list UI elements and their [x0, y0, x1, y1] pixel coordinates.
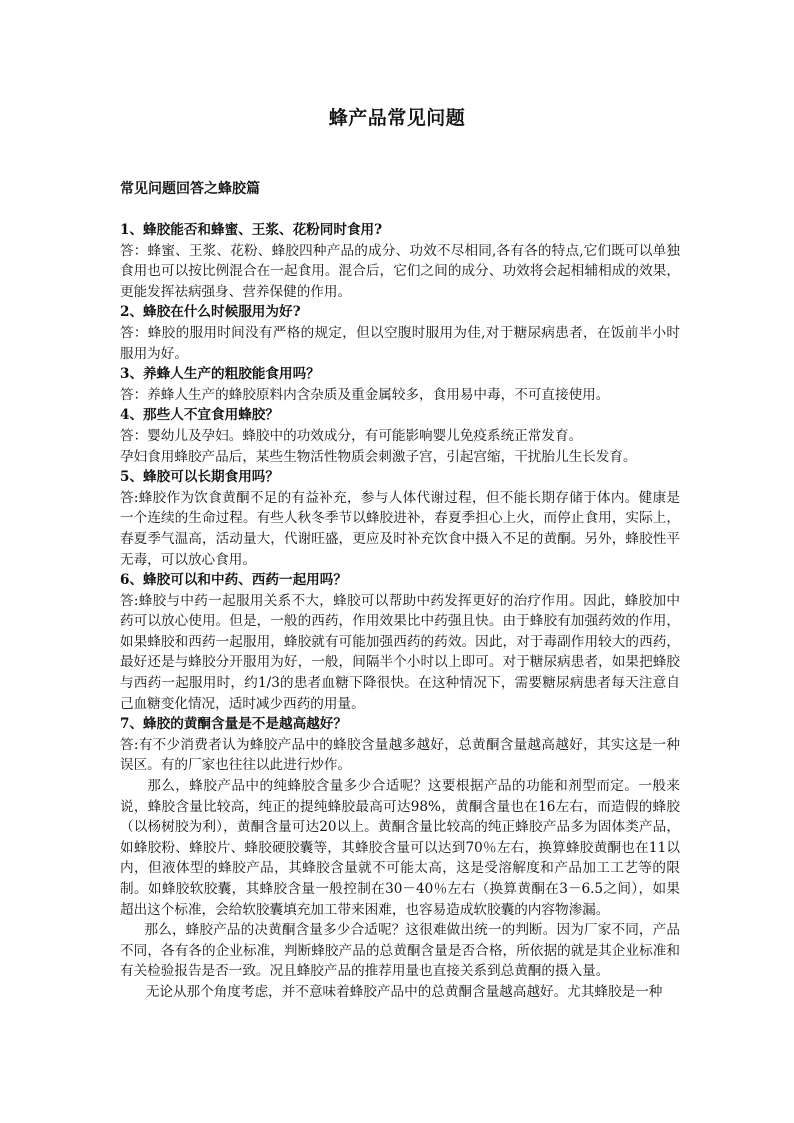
answer-5: 答:蜂胶作为饮食黄酮不足的有益补充，参与人体代谢过程，但不能长期存储于体内。健康是一个连续的生命过程。有些人秋冬季节以蜂胶进补，春夏季担心上火，而停止食用，实际上，春夏季气温高，活动量大，代谢旺盛，更应及时补充饮食中摄入不足的黄酮。另外，蜂胶性平无毒，可以放心食用。 — [120, 489, 680, 568]
page-title: 蜂产品常见问题 — [328, 107, 466, 129]
answer-1: 答：蜂蜜、王浆、花粉、蜂胶四种产品的成分、功效不尽相同,各有各的特点,它们既可以单独食用也可以按比例混合在一起食用。混合后，它们之间的成分、功效将会起相辅相成的效果，更能发挥祛病强身、营养保健的作用。 — [120, 242, 680, 300]
question-1: 1、蜂胶能否和蜂蜜、王浆、花粉同时食用? — [120, 222, 383, 238]
answer-7-paragraph-2: 那么，蜂胶产品中的纯蜂胶含量多少合适呢？这要根据产品的功能和剂型而定。一般来说，蜂胶含量比较高，纯正的提纯蜂胶最高可达98%，黄酮含量也在16左右，而造假的蜂胶（以杨树胶为利），黄酮含量可达20以上。黄酮含量比较高的纯正蜂胶产品多为固体类产品，如蜂胶粉、蜂胶片、蜂胶硬胶囊等，其蜂胶含量可以达到70％左右，换算蜂胶黄酮也在11以内，但液体型的蜂胶产品，其蜂胶含量就不可能太高，这是受溶解度和产品加工工艺等的限制。如蜂胶软胶囊，其蜂胶含量一般控制在30－40％左右（换算黄酮在3－6.5之间），如果超出这个标准，会给软胶囊填充加工带来困难，也容易造成软胶囊的内容物渗漏。 — [120, 778, 680, 918]
question-7: 7、蜂胶的黄酮含量是不是越高越好？ — [120, 716, 347, 733]
document-body — [120, 220, 680, 1003]
answer-4-continued: 孕妇食用蜂胶产品后，某些生物活性物质会刺激子宫，引起宫缩，干扰胎儿生长发育。 — [120, 448, 637, 465]
answer-6: 答:蜂胶与中药一起服用关系不大，蜂胶可以帮助中药发挥更好的治疗作用。因此，蜂胶加中药可以放心使用。但是，一般的西药，作用效果比中药强且快。由于蜂胶有加强药效的作用，如果蜂胶和西药一起服用，蜂胶就有可能加强西药的药效。因此，对于毒副作用较大的西药，最好还是与蜂胶分开服用为好，一般，间隔半个小时以上即可。对于糖尿病患者，如果把蜂胶与西药一起服用时，约1/3的患者血糖下降很快。在这种情况下，需要糖尿病患者每天注意自己血糖变化情况，适时减少西药的用量。 — [120, 592, 680, 712]
question-3: 3、养蜂人生产的粗胶能食用吗？ — [120, 366, 320, 383]
question-6: 6、蜂胶可以和中药、西药一起用吗？ — [120, 572, 347, 589]
answer-4: 答：婴幼儿及孕妇。蜂胶中的功效成分，有可能影响婴儿免疫系统正常发育。 — [120, 427, 583, 444]
question-2: 2、蜂胶在什么时候服用为好? — [120, 304, 301, 321]
answer-2: 答：蜂胶的服用时间没有严格的规定，但以空腹时服用为佳,对于糖尿病患者，在饭前半小时服用为好。 — [120, 324, 680, 362]
question-4: 4、那些人不宜食用蜂胶？ — [120, 407, 279, 424]
answer-7-paragraph-3: 那么，蜂胶产品的决黄酮含量多少合适呢？这很难做出统一的判断。因为厂家不同，产品不同，各有各的企业标准，判断蜂胶产品的总黄酮含量是否合格，所依据的就是其企业标准和有关检验报告是否一致。况且蜂胶产品的推荐用量也直接关系到总黄酮的摄入量。 — [120, 922, 680, 980]
answer-3: 答：养蜂人生产的蜂胶原料内含杂质及重金属较多，食用易中毒，不可直接使用。 — [120, 386, 610, 403]
question-5: 5、蜂胶可以长期食用吗？ — [120, 469, 279, 486]
answer-7-paragraph-4: 无论从那个角度考虑，并不意味着蜂胶产品中的总黄酮含量越高越好。尤其蜂胶是一种 — [145, 983, 663, 1000]
section-heading: 常见问题回答之蜂胶篇 — [120, 181, 260, 197]
answer-7: 答:有不少消费者认为蜂胶产品中的蜂胶含量越多越好，总黄酮含量越高越好，其实这是一种误区。有的厂家也往往以此进行炒作。 — [120, 736, 680, 774]
